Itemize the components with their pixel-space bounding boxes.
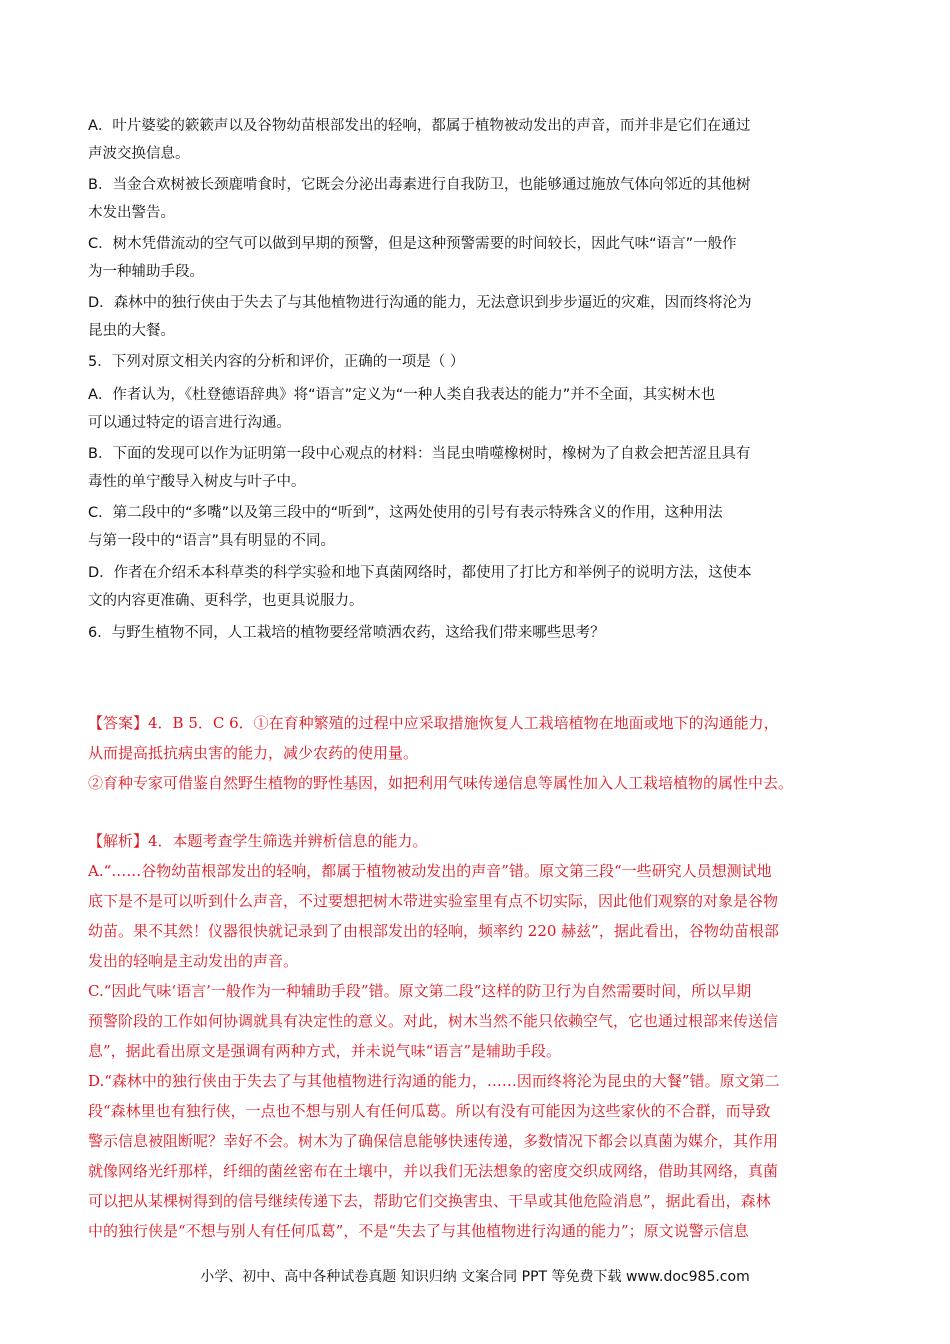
- analysis-line: 警示信息被阻断呢？幸好不会。树木为了确保信息能够快速传递，多数情况下都会以真菌为媒介，其作用: [88, 1132, 779, 1150]
- analysis-line: 发出的轻响是主动发出的声音。: [88, 952, 299, 970]
- answer-line1: 【答案】4．B 5．C 6．①在育种繁殖的过程中应采取措施恢复人工栽培植物在地面或地下的沟通能力，: [88, 714, 779, 732]
- q5-option-d-line1: D．作者在介绍禾本科草类的科学实验和地下真菌网络时，都使用了打比方和举例子的说明方法，这使本: [88, 565, 752, 581]
- analysis-line: 息”，据此看出原文是强调有两种方式，并未说气味“语言”是辅助手段。: [88, 1042, 562, 1060]
- analysis-line: 中的独行侠是“不想与别人有任何瓜葛”，不是“失去了与其他植物进行沟通的能力”；原文说警示信息: [88, 1222, 749, 1240]
- analysis-line: 就像网络光纤那样，纤细的菌丝密布在土壤中，并以我们无法想象的密度交织成网络，借助其网络，真菌: [88, 1162, 779, 1180]
- q5-option-c-line1: C．第二段中的“多嘴”以及第三段中的“听到”，这两处使用的引号有表示特殊含义的作用，这种用法: [88, 505, 723, 521]
- q4-option-d-line2: 昆虫的大餐。: [88, 323, 175, 339]
- analysis-line: A.“……谷物幼苗根部发出的轻响，都属于植物被动发出的声音”错。原文第三段“一些研究人员想测试地: [88, 862, 772, 880]
- analysis-line: 可以把从某棵树得到的信号继续传递下去，帮助它们交换害虫、干旱或其他危险消息”，据此看出，森林: [88, 1192, 771, 1210]
- q5-option-a-line2: 可以通过特定的语言进行沟通。: [88, 415, 291, 431]
- q4-option-d-line1: D．森林中的独行侠由于失去了与其他植物进行沟通的能力，无法意识到步步逼近的灾难，因而终将沦为: [88, 295, 752, 311]
- q5-stem: 5．下列对原文相关内容的分析和评价，正确的一项是（ ）: [88, 354, 465, 370]
- analysis-line: D.“森林中的独行侠由于失去了与其他植物进行沟通的能力，……因而终将沦为昆虫的大餐”错。原文第二: [88, 1072, 780, 1090]
- q5-option-b-line1: B．下面的发现可以作为证明第一段中心观点的材料：当昆虫啃噬橡树时，橡树为了自救会把苦涩且具有: [88, 446, 751, 462]
- analysis-line: C.“因此气味‘语言’一般作为一种辅助手段”错。原文第二段“这样的防卫行为自然需要时间，所以早期: [88, 982, 752, 1000]
- q4-option-b-line1: B．当金合欢树被长颈鹿啃食时，它既会分泌出毒素进行自我防卫，也能够通过施放气体向邻近的其他树: [88, 177, 751, 193]
- answer-line3: ②育种专家可借鉴自然野生植物的野性基因，如把利用气味传递信息等属性加入人工栽培植物的属性中去。: [88, 774, 794, 792]
- analysis-line: 段“森林里也有独行侠，一点也不想与别人有任何瓜葛。所以有没有可能因为这些家伙的不合群，而导致: [88, 1102, 771, 1120]
- q4-option-a-line1: A．叶片婆娑的簌簌声以及谷物幼苗根部发出的轻响，都属于植物被动发出的声音，而并非是它们在通过: [88, 118, 751, 134]
- q4-option-a-line2: 声波交换信息。: [88, 146, 190, 162]
- page-footer: 小学、初中、高中各种试卷真题 知识归纳 文案合同 PPT 等免费下载 www.doc985.com: [200, 1269, 750, 1285]
- q5-option-a-line1: A．作者认为，《杜登德语辞典》将“语言”定义为“一种人类自我表达的能力”并不全面，其实树木也: [88, 387, 716, 403]
- q5-option-c-line2: 与第一段中的“语言”具有明显的不同。: [88, 533, 336, 549]
- q4-option-b-line2: 木发出警告。: [88, 205, 175, 221]
- analysis-line: 幼苗。果不其然！仪器很快就记录到了由根部发出的轻响，频率约 220 赫兹”，据此看出，谷物幼苗根部: [88, 922, 779, 940]
- analysis-line: 【解析】4．本题考查学生筛选并辨析信息的能力。: [88, 832, 428, 850]
- q5-option-b-line2: 毒性的单宁酸导入树皮与叶子中。: [88, 474, 306, 490]
- q5-option-d-line2: 文的内容更准确、更科学，也更具说服力。: [88, 593, 364, 609]
- q6-stem: 6．与野生植物不同，人工栽培的植物要经常喷洒农药，这给我们带来哪些思考？: [88, 625, 605, 641]
- analysis-line: 底下是不是可以听到什么声音，不过要想把树木带进实验室里有点不切实际，因此他们观察的对象是谷物: [88, 892, 779, 910]
- q4-option-c-line1: C．树木凭借流动的空气可以做到早期的预警，但是这种预警需要的时间较长，因此气味“语言”一般作: [88, 236, 737, 252]
- q4-option-c-line2: 为一种辅助手段。: [88, 264, 204, 280]
- answer-line2: 从而提高抵抗病虫害的能力，减少农药的使用量。: [88, 744, 419, 762]
- analysis-line: 预警阶段的工作如何协调就具有决定性的意义。对此，树木当然不能只依赖空气，它也通过根部来传送信: [88, 1012, 779, 1030]
